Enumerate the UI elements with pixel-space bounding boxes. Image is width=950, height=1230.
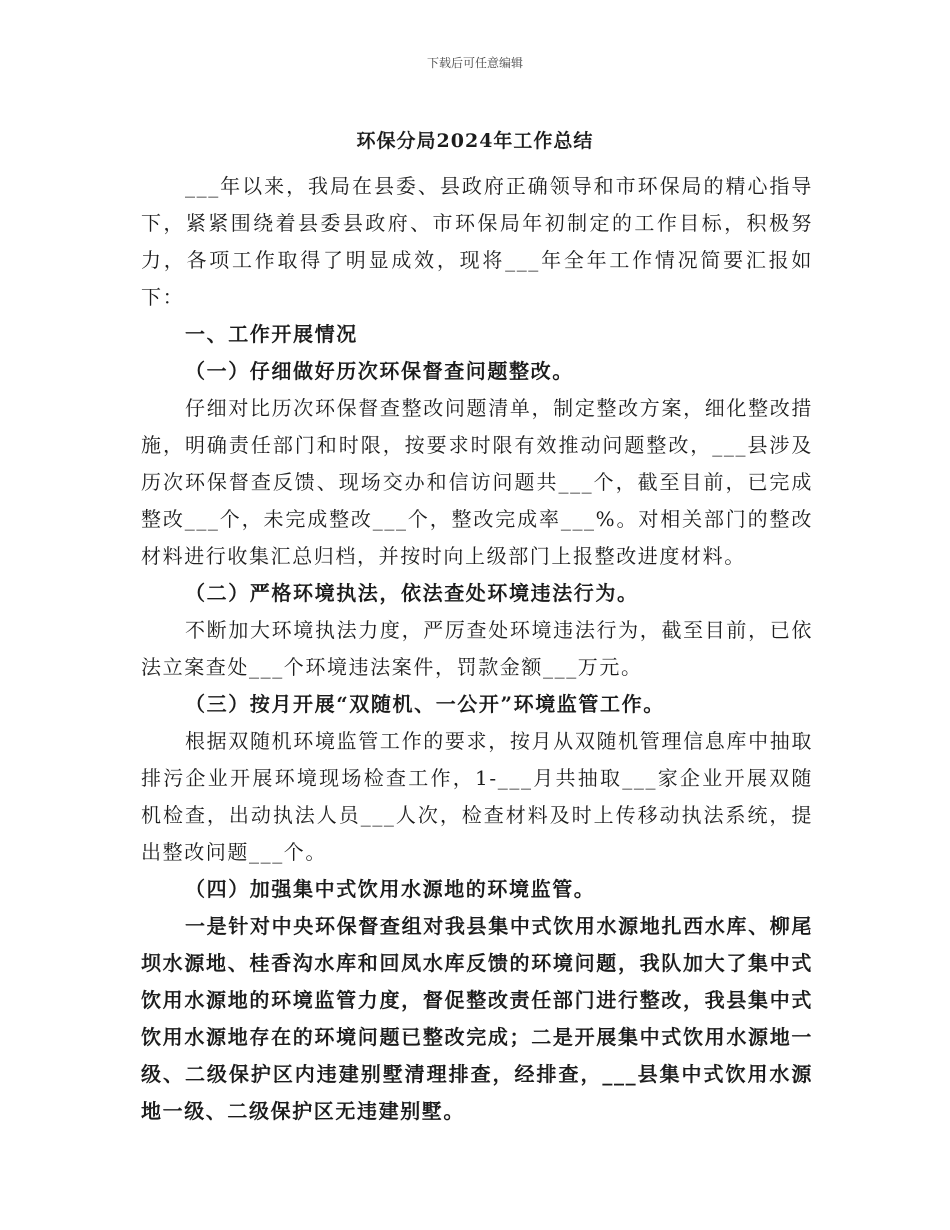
subsection-heading-1: （一）仔细做好历次环保督查问题整改。 (185, 359, 574, 383)
intro-paragraph: ___年以来，我局在县委、县政府正确领导和市环保局的精心指导下，紧紧围绕着县委县政府、市环保局年初制定的工作目标，积极努力，各项工作取得了明显成效，现将___年全年工作情况简要汇报如下： (141, 174, 813, 309)
section-heading-work: 一、工作开展情况 (185, 322, 358, 346)
subsection-heading-3: （三）按月开展“双随机、一公开”环境监管工作。 (185, 692, 665, 716)
subsection-body-3: 根据双随机环境监管工作的要求，按月从双随机管理信息库中抽取排污企业开展环境现场检查工作，1-___月共抽取___家企业开展双随机检查，出动执法人员___人次，检查材料及时上传移动执法系统，提出整改问题___个。 (141, 729, 813, 864)
document-body (141, 168, 813, 1130)
subsection-body-4: 一是针对中央环保督查组对我县集中式饮用水源地扎西水库、柳尾坝水源地、桂香沟水库和回凤水库反馈的环境问题，我队加大了集中式饮用水源地的环境监管力度，督促整改责任部门进行整改，我县集中式饮用水源地存在的环境问题已整改完成；二是开展集中式饮用水源地一级、二级保护区内违建别墅清理排查，经排查，___县集中式饮用水源地一级、二级保护区无违建别墅。 (141, 914, 813, 1123)
download-note: 下载后可任意编辑 (426, 56, 523, 70)
document-title: 环保分局2024年工作总结 (356, 130, 594, 152)
subsection-body-1: 仔细对比历次环保督查整改问题清单，制定整改方案，细化整改措施，明确责任部门和时限，按要求时限有效推动问题整改，___县涉及历次环保督查反馈、现场交办和信访问题共___个，截至目前，已完成整改___个，未完成整改___个，整改完成率___%。对相关部门的整改材料进行收集汇总归档，并按时向上级部门上报整改进度材料。 (141, 396, 813, 568)
subsection-body-2: 不断加大环境执法力度，严厉查处环境违法行为，截至目前，已依法立案查处___个环境违法案件，罚款金额___万元。 (141, 618, 813, 679)
subsection-heading-4: （四）加强集中式饮用水源地的环境监管。 (185, 877, 596, 901)
subsection-heading-2: （二）严格环境执法，依法查处环境违法行为。 (185, 581, 639, 605)
